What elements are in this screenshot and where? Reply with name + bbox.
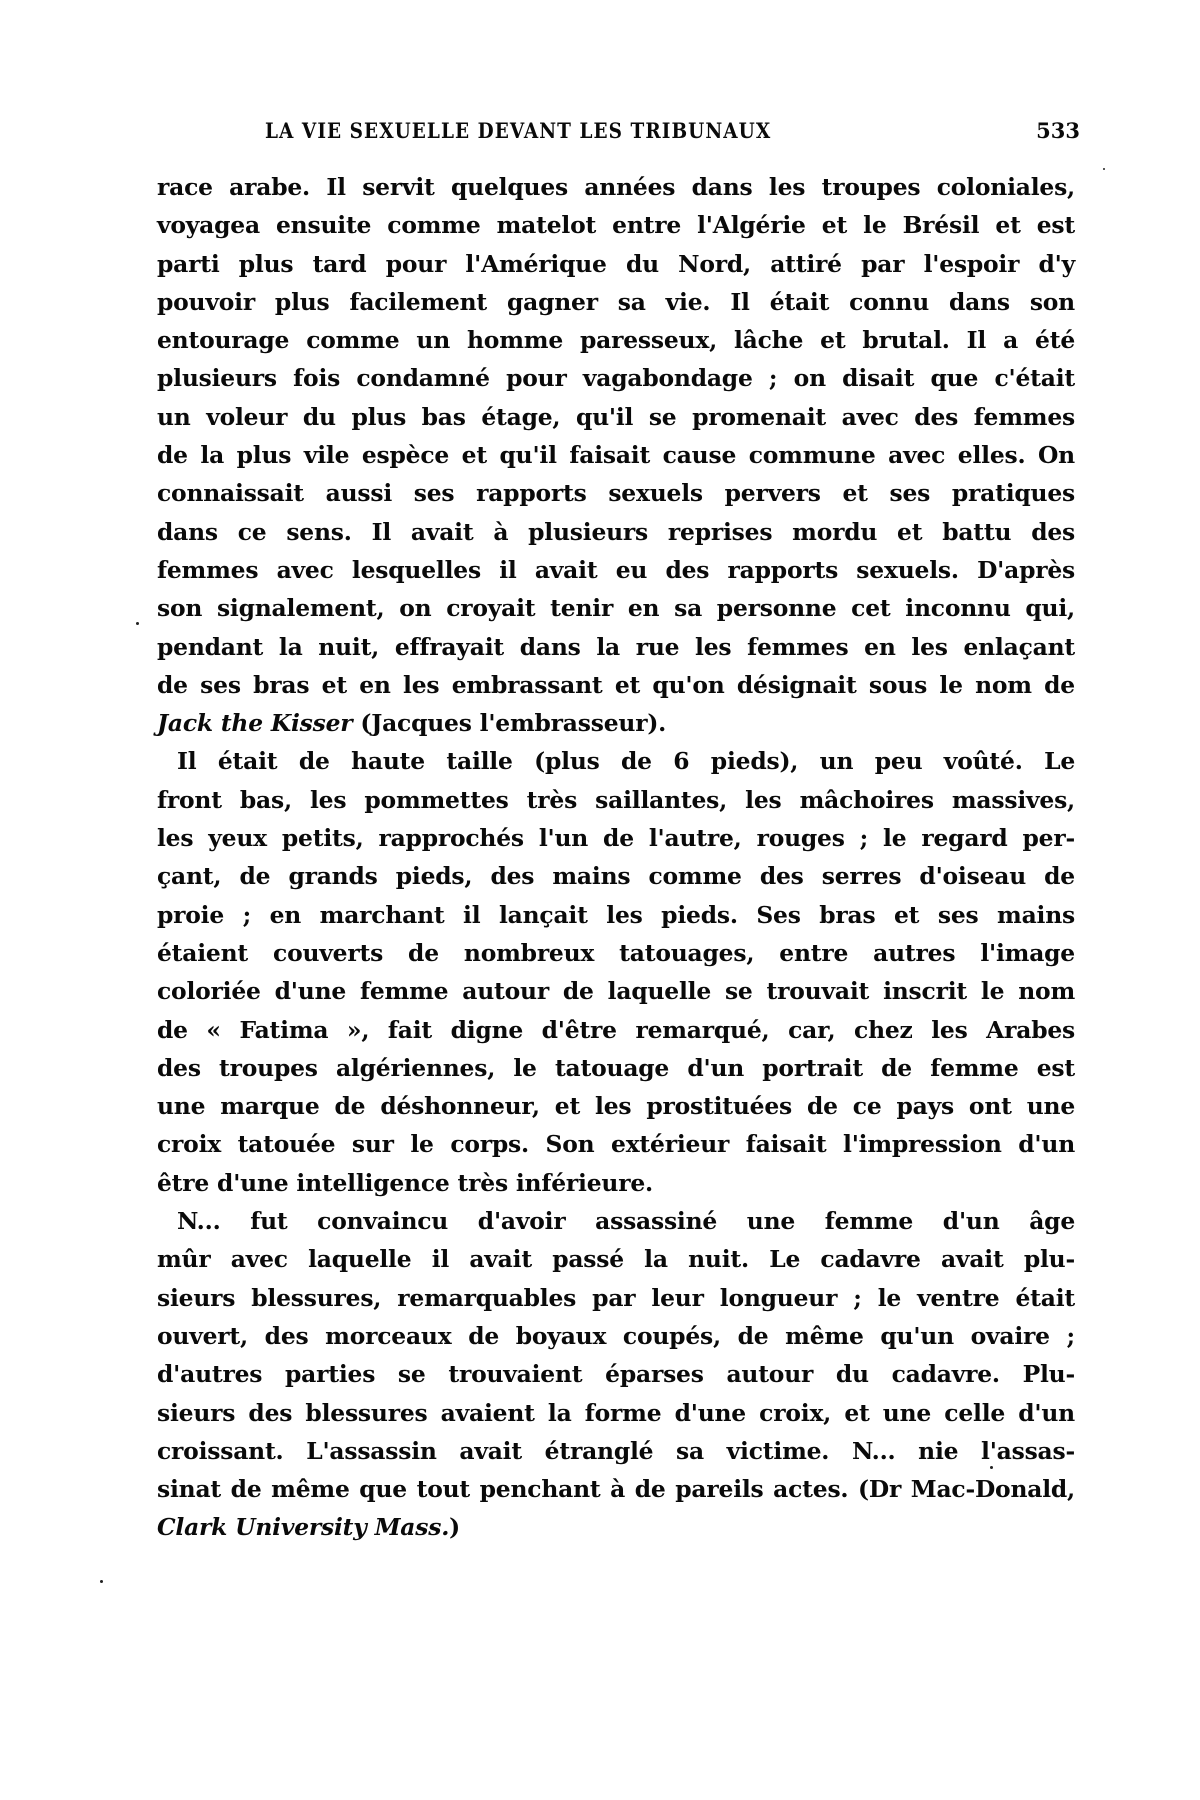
text-line: dans ce sens. Il avait à plusieurs reprises mordu et battu des — [157, 517, 1075, 546]
text-line: de « Fatima », fait digne d'être remarqué, car, chez les Arabes — [157, 1015, 1075, 1044]
text-line: parti plus tard pour l'Amérique du Nord, attiré par l'espoir d'y — [157, 249, 1075, 278]
scan-speck — [990, 1466, 993, 1469]
text-line: un voleur du plus bas étage, qu'il se promenait avec des femmes — [157, 402, 1075, 431]
text-line: étaient couverts de nombreux tatouages, entre autres l'image — [157, 938, 1075, 967]
text-line — [157, 704, 1075, 742]
scan-speck — [136, 622, 139, 625]
text-line: proie ; en marchant il lançait les pieds. Ses bras et ses mains — [157, 900, 1075, 929]
text-line: front bas, les pommettes très saillantes, les mâchoires massives, — [157, 785, 1075, 814]
text-line: sinat de même que tout penchant à de pareils actes. (Dr Mac-Donald, — [157, 1475, 1075, 1504]
paragraph-2 — [157, 742, 1075, 1202]
italic-citation-source: Clark University Mass. — [157, 1513, 450, 1542]
text-line: croix tatouée sur le corps. Son extérieur faisait l'impression d'un — [157, 1130, 1075, 1159]
text-line: des troupes algériennes, le tatouage d'un portrait de femme est — [157, 1053, 1075, 1082]
scan-speck — [100, 1580, 103, 1583]
body-text — [157, 168, 1075, 1547]
text-line: mûr avec laquelle il avait passé la nuit. Le cadavre avait plu- — [157, 1245, 1075, 1274]
running-header — [160, 118, 1080, 158]
text-line: femmes avec lesquelles il avait eu des rapports sexuels. D'après — [157, 555, 1075, 584]
text-line: race arabe. Il servit quelques années dans les troupes coloniales, — [157, 173, 1075, 201]
text-line: N... fut convaincu d'avoir assassiné une femme d'un âge — [177, 1207, 1075, 1236]
page-number: 533 — [1036, 118, 1080, 143]
text-line: pendant la nuit, effrayait dans la rue les femmes en les enlaçant — [157, 632, 1075, 661]
paragraph-3 — [157, 1202, 1075, 1547]
text-line: plusieurs fois condamné pour vagabondage ; on disait que c'était — [157, 364, 1075, 393]
text-line: être d'une intelligence très inférieure. — [157, 1168, 653, 1197]
text-line: de la plus vile espèce et qu'il faisait cause commune avec elles. On — [157, 441, 1075, 470]
text-line: connaissait aussi ses rapports sexuels pervers et ses pratiques — [157, 479, 1075, 508]
text-line: sieurs blessures, remarquables par leur longueur ; le ventre était — [157, 1283, 1075, 1312]
paragraph-1 — [157, 168, 1075, 742]
text-line: d'autres parties se trouvaient éparses autour du cadavre. Plu- — [157, 1360, 1075, 1389]
text-line — [157, 1508, 1075, 1546]
text-line: entourage comme un homme paresseux, lâche et brutal. Il a été — [157, 326, 1075, 355]
text-line: son signalement, on croyait tenir en sa personne cet inconnu qui, — [157, 594, 1075, 623]
text-line: sieurs des blessures avaient la forme d'une croix, et une celle d'un — [157, 1398, 1075, 1427]
running-title: LA VIE SEXUELLE DEVANT LES TRIBUNAUX — [265, 118, 772, 143]
text-line: les yeux petits, rapprochés l'un de l'autre, rouges ; le regard per- — [157, 824, 1075, 853]
text-line: de ses bras et en les embrassant et qu'on désignait sous le nom de — [157, 670, 1075, 699]
text-line: coloriée d'une femme autour de laquelle se trouvait inscrit le nom — [157, 977, 1075, 1006]
text-line: ouvert, des morceaux de boyaux coupés, de même qu'un ovaire ; — [157, 1321, 1075, 1350]
text-line: Il était de haute taille (plus de 6 pieds), un peu voûté. Le — [177, 747, 1075, 776]
text-line: pouvoir plus facilement gagner sa vie. Il était connu dans son — [157, 287, 1075, 316]
scan-speck — [1103, 168, 1105, 170]
italic-name-jack-the-kisser: Jack the Kisser — [157, 709, 353, 738]
text-fragment: (Jacques l'embrasseur). — [352, 709, 667, 738]
text-line: une marque de déshonneur, et les prostituées de ce pays ont une — [157, 1092, 1075, 1121]
text-line: croissant. L'assassin avait étranglé sa victime. N... nie l'assas- — [157, 1436, 1075, 1465]
text-fragment: ) — [449, 1513, 461, 1542]
text-line: voyagea ensuite comme matelot entre l'Algérie et le Brésil et est — [157, 211, 1075, 240]
text-line: çant, de grands pieds, des mains comme des serres d'oiseau de — [157, 862, 1075, 891]
